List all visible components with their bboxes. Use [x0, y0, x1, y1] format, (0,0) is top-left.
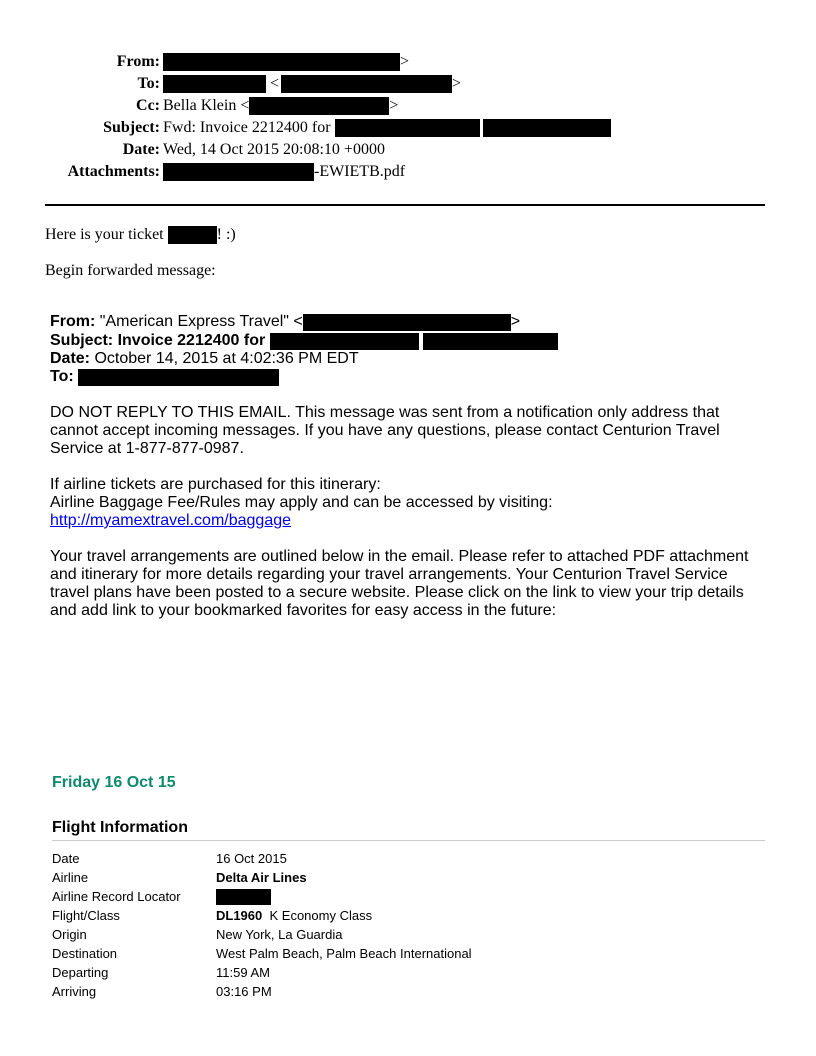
row-value: New York, La Guardia [216, 927, 343, 942]
fwd-date [50, 350, 359, 368]
fwd-date-label: Date: [50, 350, 91, 367]
baggage-line-1: If airline tickets are purchased for this itinerary: [50, 476, 381, 493]
redacted-fwd-from [303, 314, 511, 331]
attachment-name: -EWIETB.pdf [314, 163, 406, 180]
fwd-subject [50, 332, 558, 350]
cc-label: Cc: [136, 97, 160, 114]
redacted-subject-1 [335, 119, 480, 137]
date-label: Date: [122, 141, 160, 158]
header-date [0, 140, 816, 160]
fwd-from-label: From: [50, 313, 96, 330]
redacted-fwd-to [78, 369, 279, 386]
table-row [52, 925, 472, 944]
fwd-from [50, 313, 520, 331]
row-value: 03:16 PM [216, 984, 272, 999]
row-label: Arriving [52, 984, 97, 999]
row-label: Airline [52, 870, 89, 885]
flight-table [52, 849, 472, 1001]
fwd-subject-label: Subject: [50, 332, 114, 349]
baggage-paragraph [50, 476, 770, 530]
day-heading: Friday 16 Oct 15 [52, 774, 176, 791]
redacted-fwd-subject-1 [270, 333, 419, 350]
table-row [52, 906, 472, 925]
begin-forwarded: Begin forwarded message: [45, 262, 216, 279]
fwd-subject-value: Invoice 2212400 for [117, 332, 266, 349]
redacted-to-email [281, 75, 452, 93]
ticket-line [45, 226, 236, 244]
row-label: Date [52, 851, 80, 866]
row-label: Flight/Class [52, 908, 120, 923]
table-row [52, 982, 472, 1001]
angle-close: > [389, 97, 399, 114]
fwd-to-label: To: [50, 368, 74, 385]
angle-close: > [510, 313, 521, 330]
fwd-from-value: "American Express Travel" < [99, 313, 303, 330]
row-value: 11:59 AM [216, 965, 270, 980]
fwd-to [50, 368, 279, 386]
row-label: Airline Record Locator [52, 889, 181, 904]
to-label: To: [137, 75, 160, 92]
header-divider [45, 204, 765, 206]
angle-close: > [400, 53, 410, 70]
redacted-ticket-name [168, 226, 217, 244]
redacted-fwd-subject-2 [423, 333, 558, 350]
table-row [52, 849, 472, 868]
subject-label: Subject: [103, 119, 160, 136]
no-reply-paragraph [50, 404, 770, 458]
row-label: Destination [52, 946, 118, 961]
row-value: Delta Air Lines [216, 870, 307, 885]
date-value: Wed, 14 Oct 2015 20:08:10 +0000 [163, 141, 385, 158]
flight-number: DL1960 [216, 908, 263, 923]
redacted-record-locator [216, 889, 271, 905]
flight-info-title: Flight Information [52, 819, 188, 836]
row-label: Origin [52, 927, 87, 942]
subject-value: Fwd: Invoice 2212400 for [163, 119, 331, 136]
redacted-to-name [163, 75, 266, 93]
from-label: From: [116, 53, 160, 70]
header-from [0, 52, 816, 72]
table-row [52, 963, 472, 982]
row-value: K Economy Class [269, 908, 373, 923]
redacted-subject-2 [483, 119, 611, 137]
row-label: Departing [52, 965, 109, 980]
cc-name: Bella Klein < [163, 97, 250, 114]
angle-open: < [270, 75, 280, 92]
row-value: 16 Oct 2015 [216, 851, 287, 866]
angle-close: > [452, 75, 462, 92]
attachment-link[interactable] [163, 162, 405, 182]
header-cc [0, 96, 816, 116]
section-divider [52, 840, 765, 841]
table-row [52, 944, 472, 963]
header-subject [0, 118, 816, 138]
no-reply-text: DO NOT REPLY TO THIS EMAIL. This message was sent from a notification only address that cannot accept incoming messages. If you have any questions, please contact Centurion Travel Service at 1-877-877-0987. [50, 404, 720, 457]
table-row [52, 887, 472, 906]
header-to [0, 74, 816, 94]
baggage-line-2: Airline Baggage Fee/Rules may apply and can be accessed by visiting: [50, 494, 553, 511]
redacted-cc-email [249, 97, 389, 115]
ticket-end: ! :) [216, 226, 236, 243]
fwd-date-value: October 14, 2015 at 4:02:36 PM EDT [94, 350, 359, 367]
arrangements-paragraph [50, 548, 770, 620]
baggage-link[interactable]: http://myamextravel.com/baggage [50, 512, 292, 529]
table-row [52, 868, 472, 887]
row-value: West Palm Beach, Palm Beach International [216, 946, 472, 961]
header-attachments [0, 162, 816, 182]
attachments-label: Attachments: [67, 163, 160, 180]
redacted-from [163, 53, 400, 71]
redacted-attachment [163, 163, 314, 181]
arrangements-text: Your travel arrangements are outlined below in the email. Please refer to attached PDF attachment and itinerary for more details regarding your travel arrangements. Your Centurion Travel Service travel plans have been posted to a secure website. Please click on the link to view your trip details and add link to your bookmarked favorites for easy access in the future: [50, 548, 749, 619]
ticket-text: Here is your ticket [45, 226, 164, 243]
